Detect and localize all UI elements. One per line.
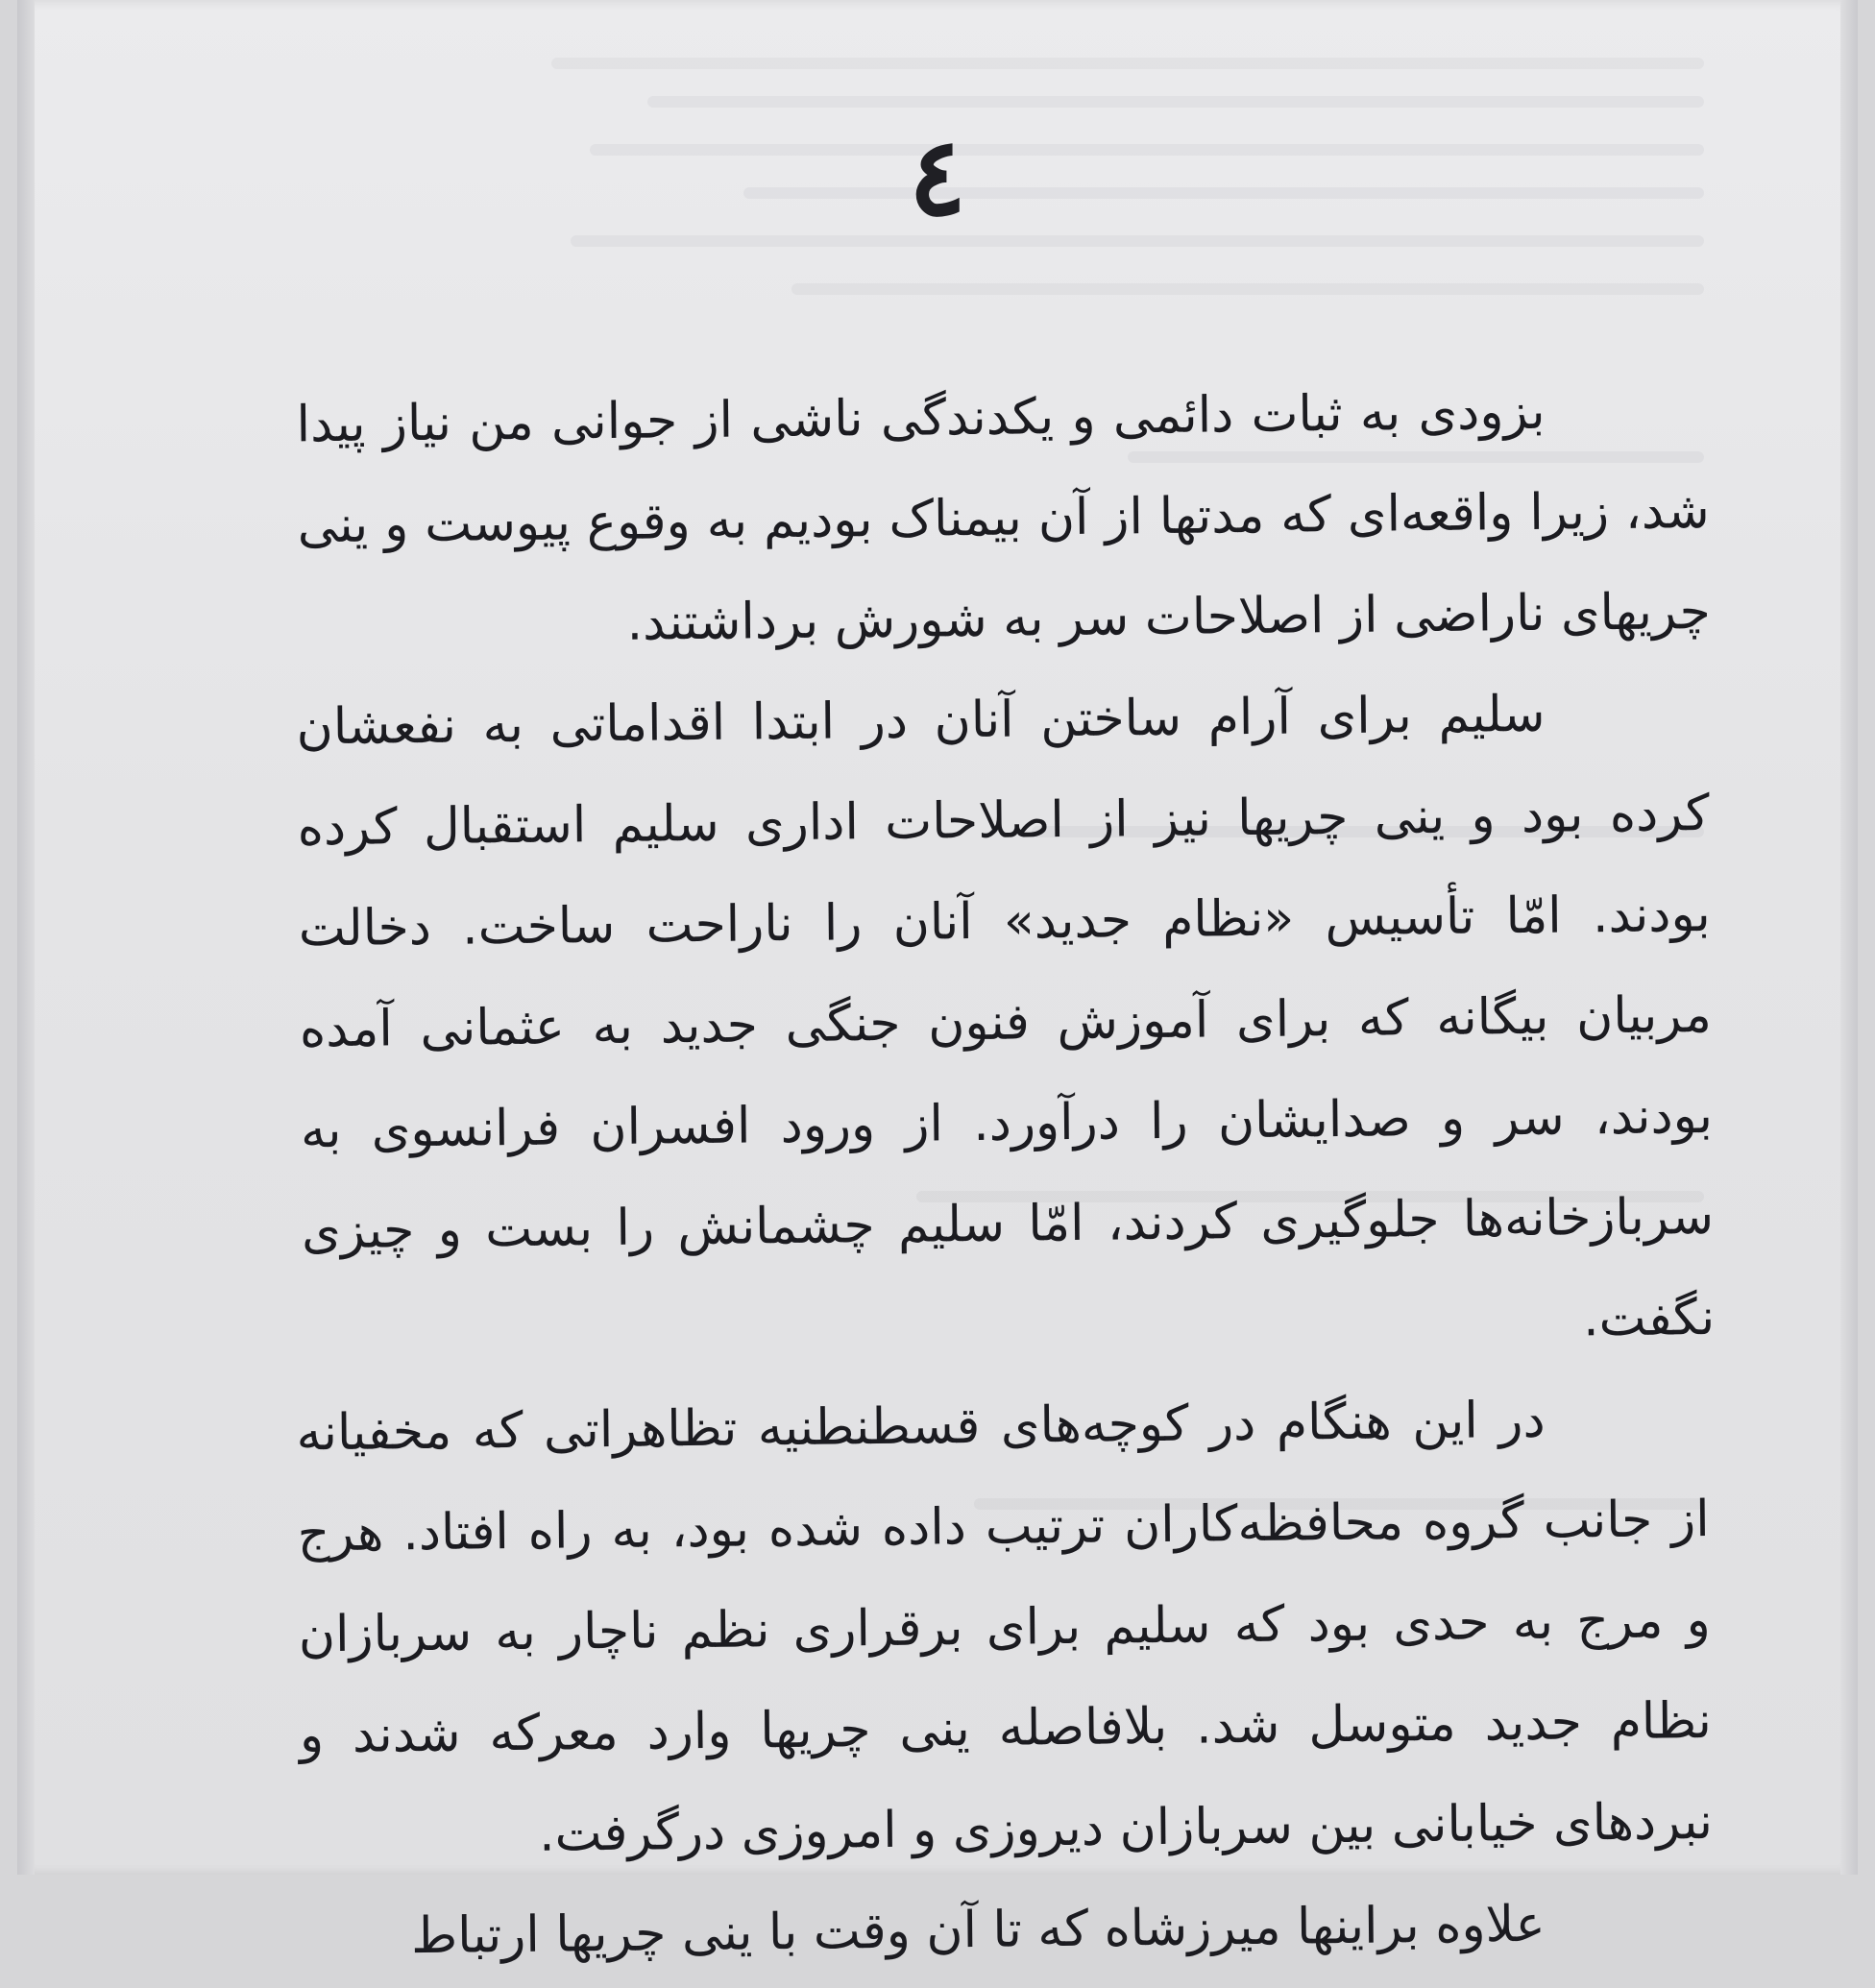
body-text	[296, 360, 1716, 1974]
paragraph-2: سلیم برای آرام ساختن آنان در ابتدا اقداماتی به نفعشان کرده بود و ینی چریها نیز از اصلاحات اداری سلیم استقبال کرده بودند. امّا تأسیس «نظام جدید» آنان را ناراحت ساخت. دخالت مربیان بیگانه که برای آموزش فنون جنگی جدید به عثمانی آمده بودند، سر و صدایشان را درآورد. از ورود افسران فرانسوی به سربازخانه‌ها جلوگیری کردند، امّا سلیم چشمانش را بست و چیزی نگفت.	[296, 685, 1716, 1348]
book-page	[17, 0, 1858, 1966]
page-edge-left	[17, 0, 35, 1875]
chapter-number: ٤	[908, 114, 967, 240]
paragraph-3: در این هنگام در کوچه‌های قسطنطنیه تظاهراتی که مخفیانه از جانب گروه محافظه‌کاران ترتیب داده شده بود، به راه افتاد. هرج و مرج به حدی بود که سلیم برای برقراری نظم ناچار به سربازان نظام جدید متوسل شد. بلافاصله ینی چریها وارد معرکه شدند و نبردهای خیابانی بین سربازان دیروزی و امروزی درگرفت.	[296, 1391, 1714, 1863]
paragraph-4: علاوه براینها میرزشاه که تا آن وقت با ینی چریها ارتباط	[410, 1895, 1546, 1966]
page-edge-right	[1840, 0, 1858, 1875]
paragraph-1: بزودی به ثبات دائمی و یکدندگی ناشی از جوانی من نیاز پیدا شد، زیرا واقعه‌ای که مدتها از آن بیمناک بودیم به وقوع پیوست و ینی چریهای ناراضی از اصلاحات سر به شورش برداشتند.	[296, 382, 1712, 652]
